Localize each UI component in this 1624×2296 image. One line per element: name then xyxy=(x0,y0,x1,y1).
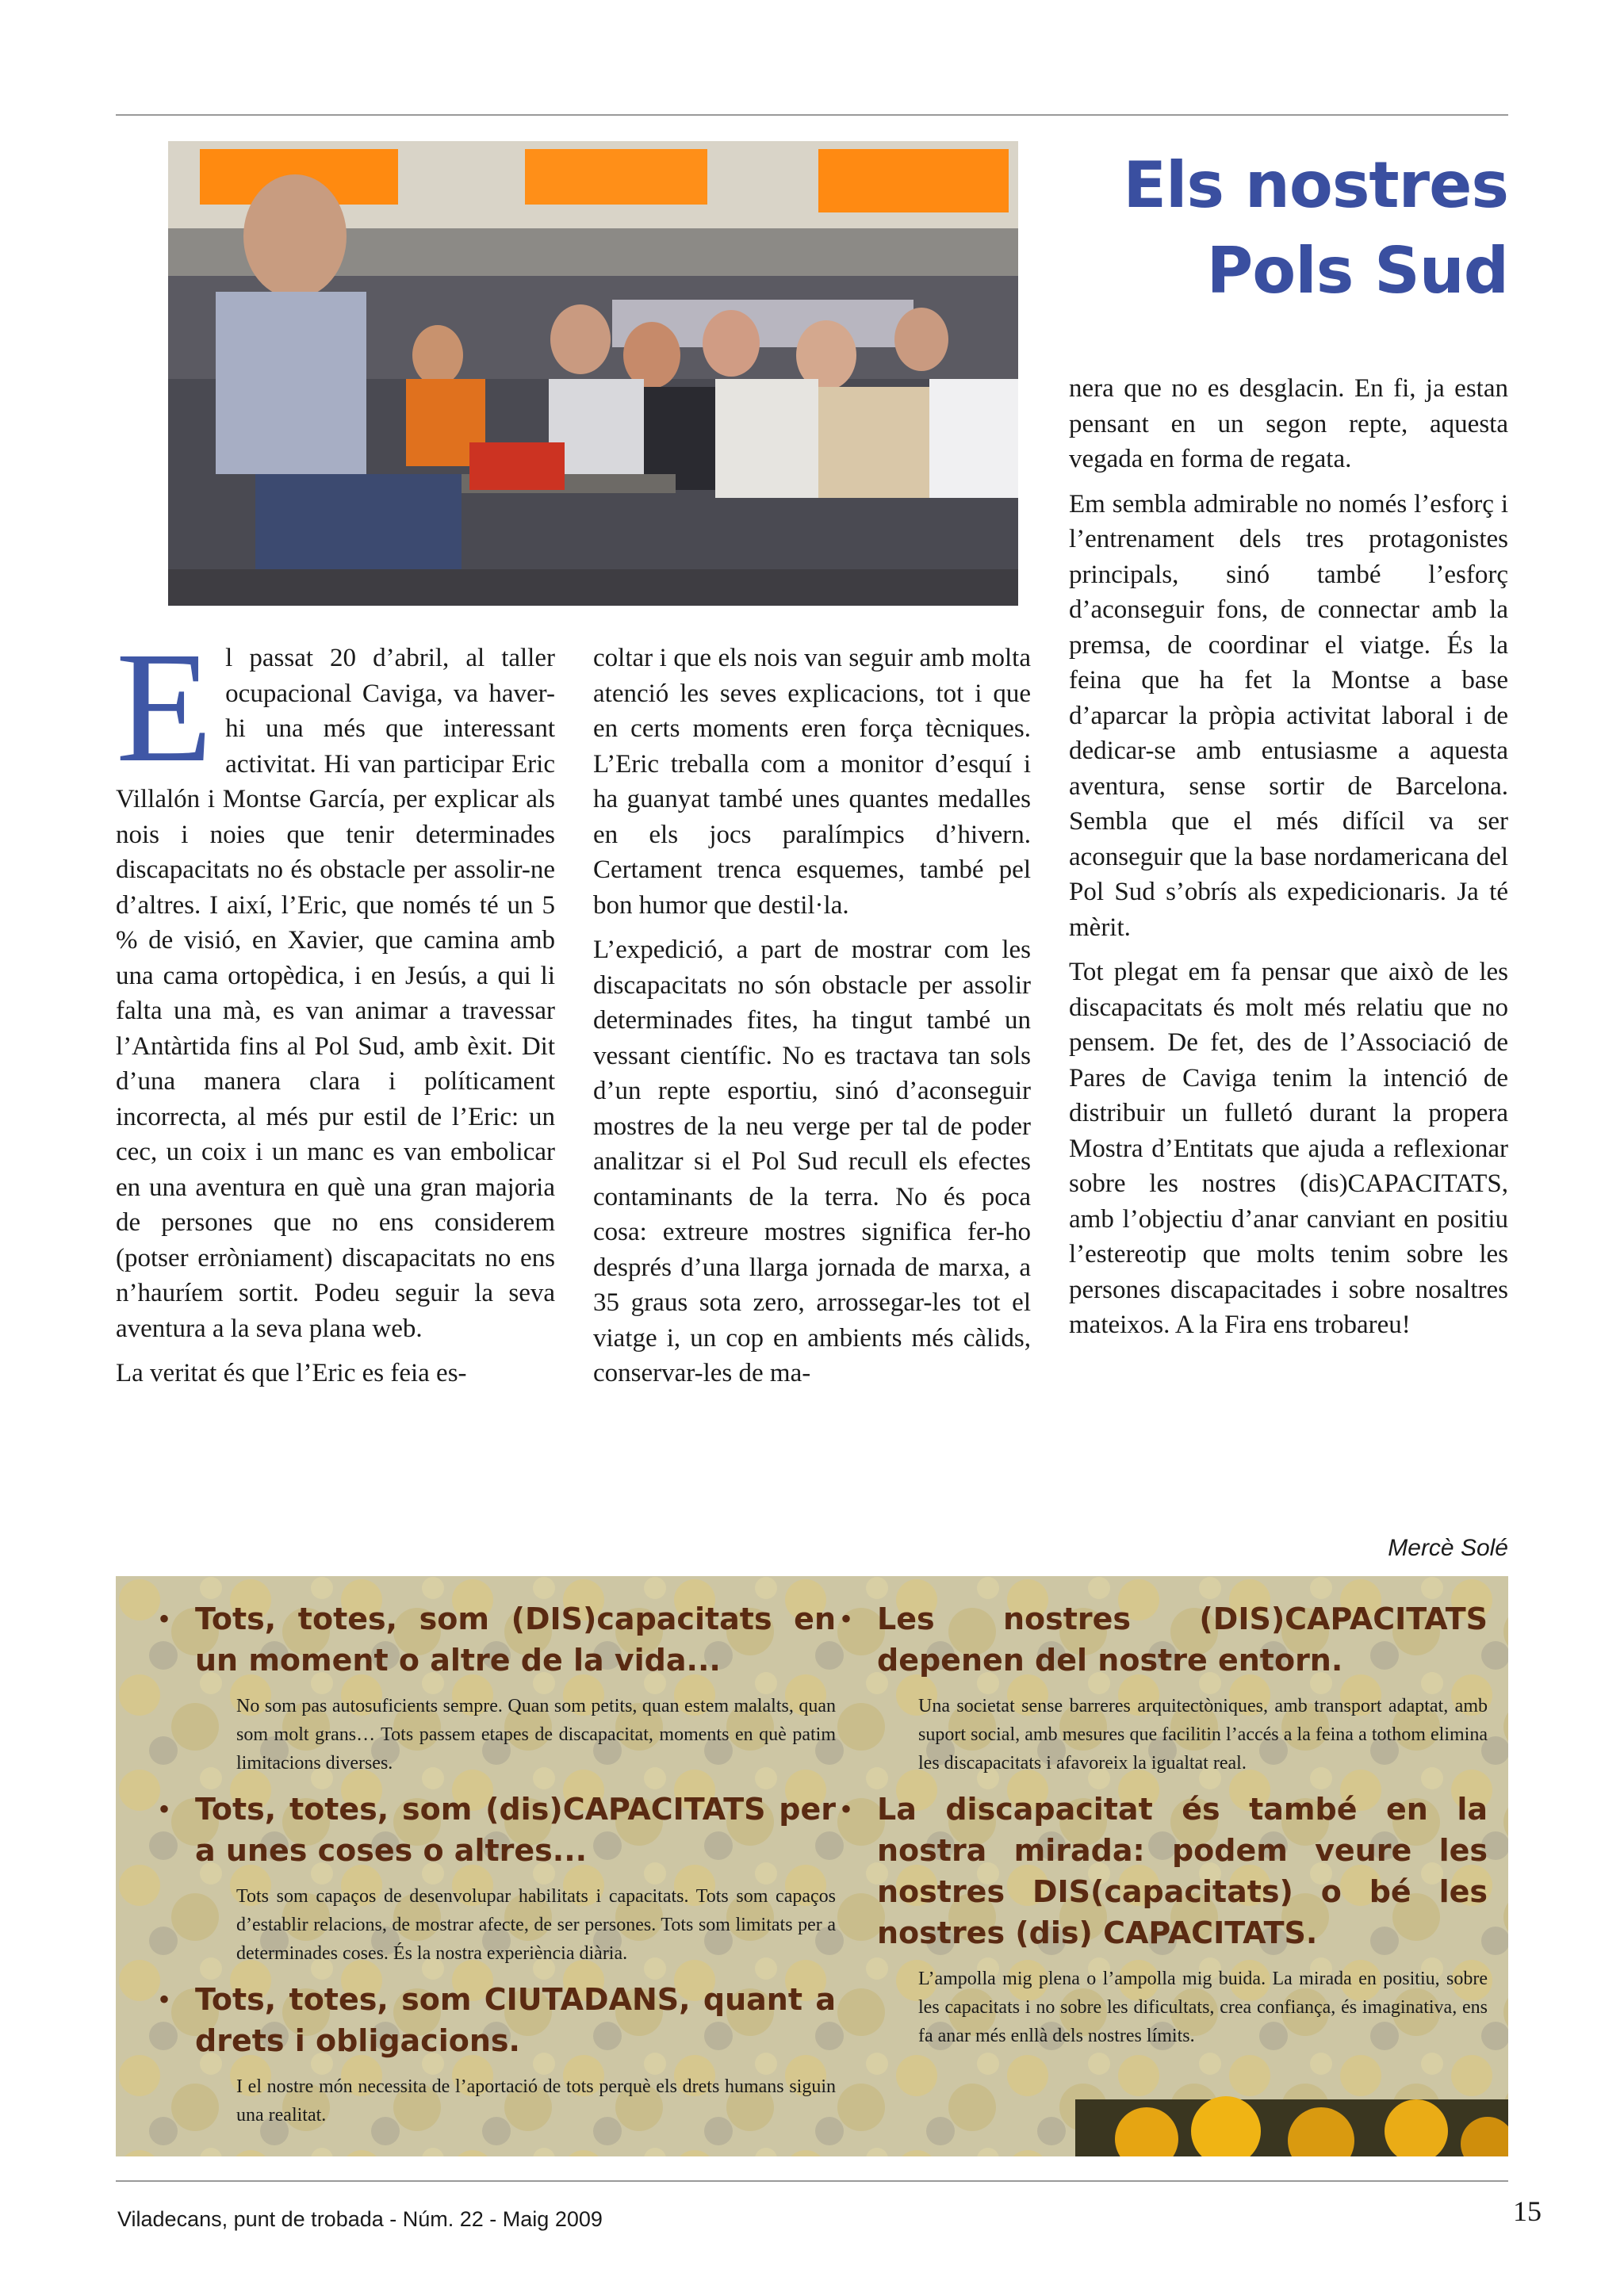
title-line-1: Els nostres xyxy=(1123,148,1508,222)
paragraph: coltar i que els nois van seguir amb molta atenció les seves explicacions, tot i que en certs moments eren força tècniques. L’Eric treballa com a monitor d’esquí i ha guanyat també unes quantes medalles en els jocs paralímpics d’hivern. Certament trenca esquemes, també pel bon humor que destil·la. xyxy=(593,644,1031,920)
drop-cap: E xyxy=(116,620,213,795)
box-item-text: Una societat sense barreres arquitectòniques, amb transport adaptat, amb suport social, amb mesures que facilitin l’accés a la feina a tothom elimina les discapacitats i afavoreix la igualtat real. xyxy=(918,1696,1488,1774)
article-photo xyxy=(168,141,1018,606)
article-column-2 xyxy=(593,641,1031,1401)
capacities-box xyxy=(116,1576,1508,2156)
title-line-2: Pols Sud xyxy=(1206,234,1508,308)
box-item xyxy=(159,1598,836,1777)
box-item-text: I el nostre món necessita de l’aportació de tots perquè els drets humans siguin una realitat. xyxy=(236,2076,836,2126)
paragraph: La veritat és que l’Eric es feia es- xyxy=(116,1359,467,1387)
article-column-3 xyxy=(1069,371,1508,1353)
box-column-left xyxy=(159,1598,836,2141)
box-item xyxy=(159,1789,836,1968)
box-item-heading: La discapacitat és també en la nostra mirada: podem veure les nostres DIS(capacitats) o bé les nostres (dis) CAPACITATS. xyxy=(877,1792,1488,1950)
page-number: 15 xyxy=(1513,2195,1542,2227)
box-item-heading: Tots, totes, som (DIS)capacitats en un moment o altre de la vida... xyxy=(195,1601,836,1678)
bullet-icon: • xyxy=(841,1601,852,1636)
footer-text: Viladecans, punt de trobada - Núm. 22 - Maig 2009 xyxy=(117,2207,603,2231)
box-item-heading: Tots, totes, som CIUTADANS, quant a drets i obligacions. xyxy=(195,1982,836,2058)
top-rule xyxy=(116,114,1508,116)
box-item xyxy=(841,1598,1488,1777)
box-item xyxy=(841,1789,1488,2050)
paragraph: Tot plegat em fa pensar que això de les discapacitats és molt més relatiu que no pensem. De fet, des de l’Associació de Pares de Caviga tenim la intenció de distribuir un fulletó durant la propera Mostra d’Entitats que ajuda a reflexionar sobre les nostres (dis)CAPACITATS, amb l’objectiu d’anar canviant en positiu l’estereotip que molts tenim sobre les persones discapacitades i sobre nosaltres mateixos. A la Fira ens trobareu! xyxy=(1069,958,1508,1339)
box-item xyxy=(159,1979,836,2130)
bullet-icon: • xyxy=(159,1601,170,1636)
bullet-icon: • xyxy=(841,1791,852,1827)
article-column-1 xyxy=(116,620,555,1401)
bottom-rule xyxy=(116,2180,1508,2182)
paragraph: nera que no es desglacin. En fi, ja estan pensant en un segon repte, aquesta vegada en forma de regata. xyxy=(1069,374,1508,473)
article-title xyxy=(1001,143,1508,314)
paragraph: Em sembla admirable no només l’esforç i l’entrenament dels tres protagonistes principals, sinó també l’esforç d’aconseguir fons, de connectar amb la premsa, de coordinar el viatge. És la feina que ha fet la Montse a base d’aparcar la pròpia activitat laboral i de dedicar-se amb entusiasme a aquesta aventura, sense sortir de Barcelona. Sembla que el més difícil va ser aconseguir que la base nordamericana del Pol Sud s’obrís als expedicionaris. Ja té mèrit. xyxy=(1069,489,1508,942)
bullet-icon: • xyxy=(159,1981,170,2017)
paragraph: L’expedició, a part de mostrar com les discapacitats no són obstacle per assolir determinades fites, ha tingut també un vessant científic. No es tractava tan sols d’un repte esportiu, sinó d’aconseguir mostres de la neu verge per tal de poder analitzar si el Pol Sud recull els efectes contaminants de la terra. No és poca cosa: extreure mostres significa fer-ho després d’una llarga jornada de marxa, a 35 graus sota zero, arrossegar-les tot el viatge i, un cop en ambients més càlids, conservar-les de ma- xyxy=(593,936,1031,1387)
box-item-text: Tots som capaços de desenvolupar habilitats i capacitats. Tots som capaços d’establir relacions, de mostrar afecte, de ser persones. Tots som limitats per a determinades coses. És la nostra experiència diària. xyxy=(236,1886,836,1964)
box-item-text: No som pas autosuficients sempre. Quan som petits, quan estem malalts, quan som molt grans… Tots passem etapes de discapacitat, moments en què patim limitacions diverses. xyxy=(236,1696,836,1774)
box-item-heading: Tots, totes, som (dis)CAPACITATS per a unes coses o altres... xyxy=(195,1792,836,1868)
paragraph: El passat 20 d’abril, al taller ocupacional Caviga, va haver-hi una més que interessant activitat. Hi van participar Eric Villalón i Montse García, per explicar als nois i noies que tenir determinades discapacitats no és obstacle per assolir-ne d’altres. I així, l’Eric, que només té un 5 % de visió, en Xavier, que camina amb una cama ortopèdica, i en Jesús, a qui li falta una mà, es van animar a travessar l’Antàrtida fins al Pol Sud, amb èxit. Dit d’una manera clara i políticament incorrecta, al més pur estil de l’Eric: un cec, un coix i un manc es van embolicar en una aventura en què una gran majoria de persones que no ens considerem (potser erròniament) discapacitats no ens n’hauríem sortit. Podeu seguir la seva aventura a la seva plana web. xyxy=(116,620,555,1343)
byline: Mercè Solé xyxy=(1388,1535,1508,1561)
box-column-right xyxy=(841,1598,1488,2061)
box-item-heading: Les nostres (DIS)CAPACITATS depenen del nostre entorn. xyxy=(877,1601,1488,1678)
box-item-text: L’ampolla mig plena o l’ampolla mig buida. La mirada en positiu, sobre les capacitats i no sobre les dificultats, crea confiança, és imaginativa, ens fa anar més enllà dels nostres límits. xyxy=(918,1969,1488,2046)
bullet-icon: • xyxy=(159,1791,170,1827)
